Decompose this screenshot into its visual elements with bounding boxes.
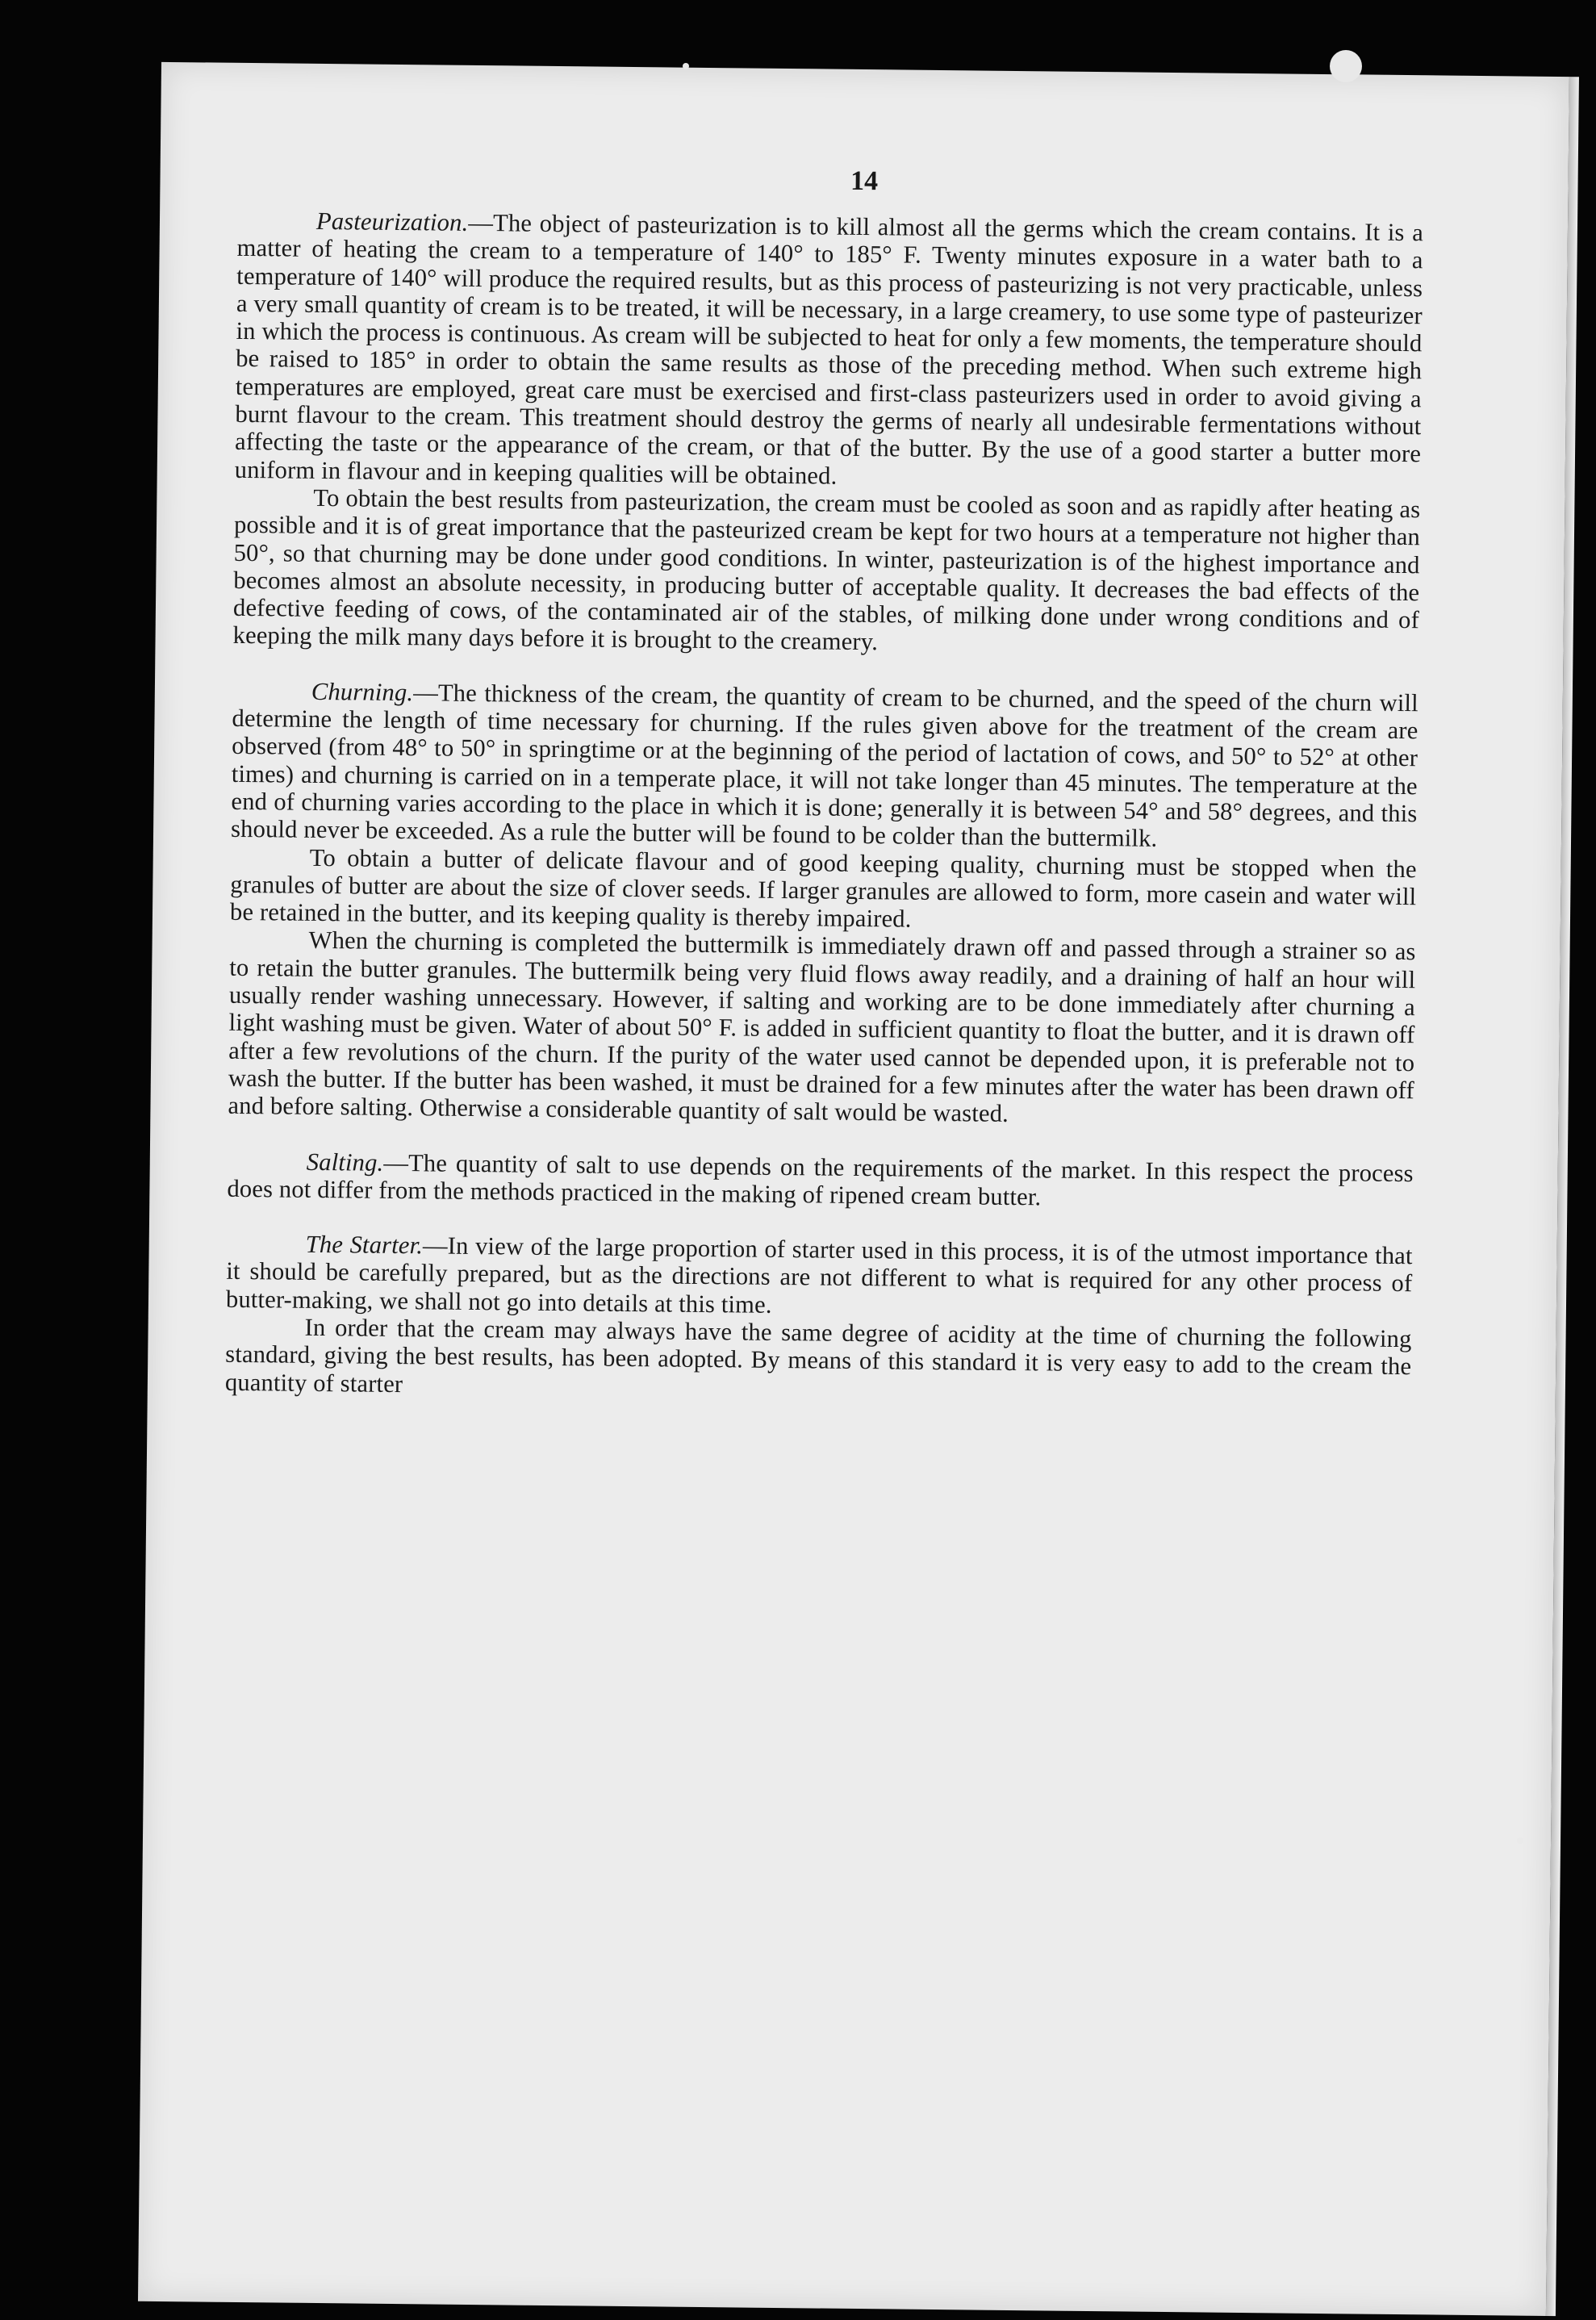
scan-speck bbox=[1517, 1837, 1523, 1844]
churning-paragraph-1 bbox=[231, 677, 1418, 855]
scanned-page bbox=[138, 62, 1569, 2316]
page-edge bbox=[1546, 77, 1579, 2316]
scan-speck bbox=[1330, 50, 1362, 82]
document-body bbox=[225, 207, 1423, 1408]
scan-speck bbox=[683, 63, 689, 69]
page-number: 14 bbox=[850, 165, 879, 197]
churning-text-1: —The thickness of the cream, the quantity of cream to be churned, and the speed of the churn will determine the length of time necessary for churning. If the rules given above for the treatment of the cream are observed (from 48° to 50° in springtime or at the beginning of the period of lactation of cows, and 50° to 52° at other times) and churning is carried on in a temperate place, it will not take longer than 45 minutes. The temperature at the end of churning varies according to the place in which it is done; generally it is between 54° and 58° degrees, and this should never be exceeded. As a rule the butter will be found to be colder than the buttermilk. bbox=[230, 678, 1418, 853]
churning-heading: Churning. bbox=[311, 677, 414, 706]
starter-heading: The Starter. bbox=[305, 1230, 424, 1260]
starter-text-1: —In view of the large proportion of starter used in this process, it is of the utmost importance that it should be carefully prepared, but as the directions are not different to what is required for any other process of butter-making, we shall not go into details at this time. bbox=[225, 1231, 1413, 1319]
pasteurization-paragraph-2: To obtain the best results from pasteurization, the cream must be cooled as soon and as rapidly after heating as possible and it is of great importance that the pasteurized cream be kept for two hours at a temperature not higher than 50°, so that churning may be done under good conditions. In winter, pasteurization is of the highest importance and becomes almost an absolute necessity, in producing butter of acceptable quality. It decreases the bad effects of the defective feeding of cows, of the contaminated air of the stables, of milking done under wrong conditions and of keeping the milk many days before it is brought to the creamery. bbox=[232, 483, 1421, 656]
churning-paragraph-2: To obtain a butter of delicate flavour and of good keeping quality, churning must be stopped when the granules of butter are about the size of clover seeds. If larger granules are allowed to form, more casein and water will be retained in the butter, and its keeping quality is thereby impaired. bbox=[229, 843, 1417, 933]
salting-heading: Salting. bbox=[306, 1147, 384, 1177]
pasteurization-text-1: —The object of pasteurization is to kill almost all the germs which the cream contains. It is a matter of heating the cream to a temperature of 140° to 185° F. Twenty minutes exposure in a water bath to a temperature of 140° will produce the required results, but as this process of pasteurizing is not very practicable, unless a very small quantity of cream is to be treated, it will be necessary, in a large creamery, to use some type of pasteurizer in which the process is continuous. As cream will be subjected to heat for only a few moments, the temperature should be raised to 185° in order to obtain the same results as those of the preceding method. When such extreme high temperatures are employed, great care must be exercised and first-class pasteurizers used in order to avoid giving a burnt flavour to the cream. This treatment should destroy the germs of nearly all undesirable fermentations without affecting the taste or the appearance of the cream, or that of the butter. By the use of a good starter a butter more uniform in flavour and in keeping qualities will be obtained. bbox=[234, 208, 1424, 490]
pasteurization-heading: Pasteurization. bbox=[315, 207, 469, 236]
salting-text-1: —The quantity of salt to use depends on the requirements of the market. In this respect the process does not differ from the methods practiced in the making of ripened cream butter. bbox=[227, 1148, 1414, 1211]
pasteurization-paragraph-1 bbox=[235, 207, 1424, 495]
starter-paragraph-1 bbox=[226, 1230, 1413, 1325]
churning-paragraph-3: When the churning is completed the buttermilk is immediately drawn off and passed through a strainer so as to retain the butter granules. The buttermilk being very fluid flows away readily, and a draining of half an hour will usually render washing unnecessary. However, if salting and working are to be done immediately after churning a light washing must be given. Water of about 50° F. is added in sufficient quantity to float the butter, and it is drawn off after a few revolutions of the churn. If the purity of the water used cannot be depended upon, it is preferable not to wash the butter. If the butter has been washed, it must be drained for a few minutes after the water has been drawn off and before salting. Otherwise a considerable quantity of salt would be wasted. bbox=[228, 926, 1416, 1128]
starter-paragraph-2: In order that the cream may always have the same degree of acidity at the time of churning the following standard, giving the best results, has been adopted. By means of this standard it is very easy to add to the cream the quantity of starter bbox=[224, 1313, 1412, 1398]
